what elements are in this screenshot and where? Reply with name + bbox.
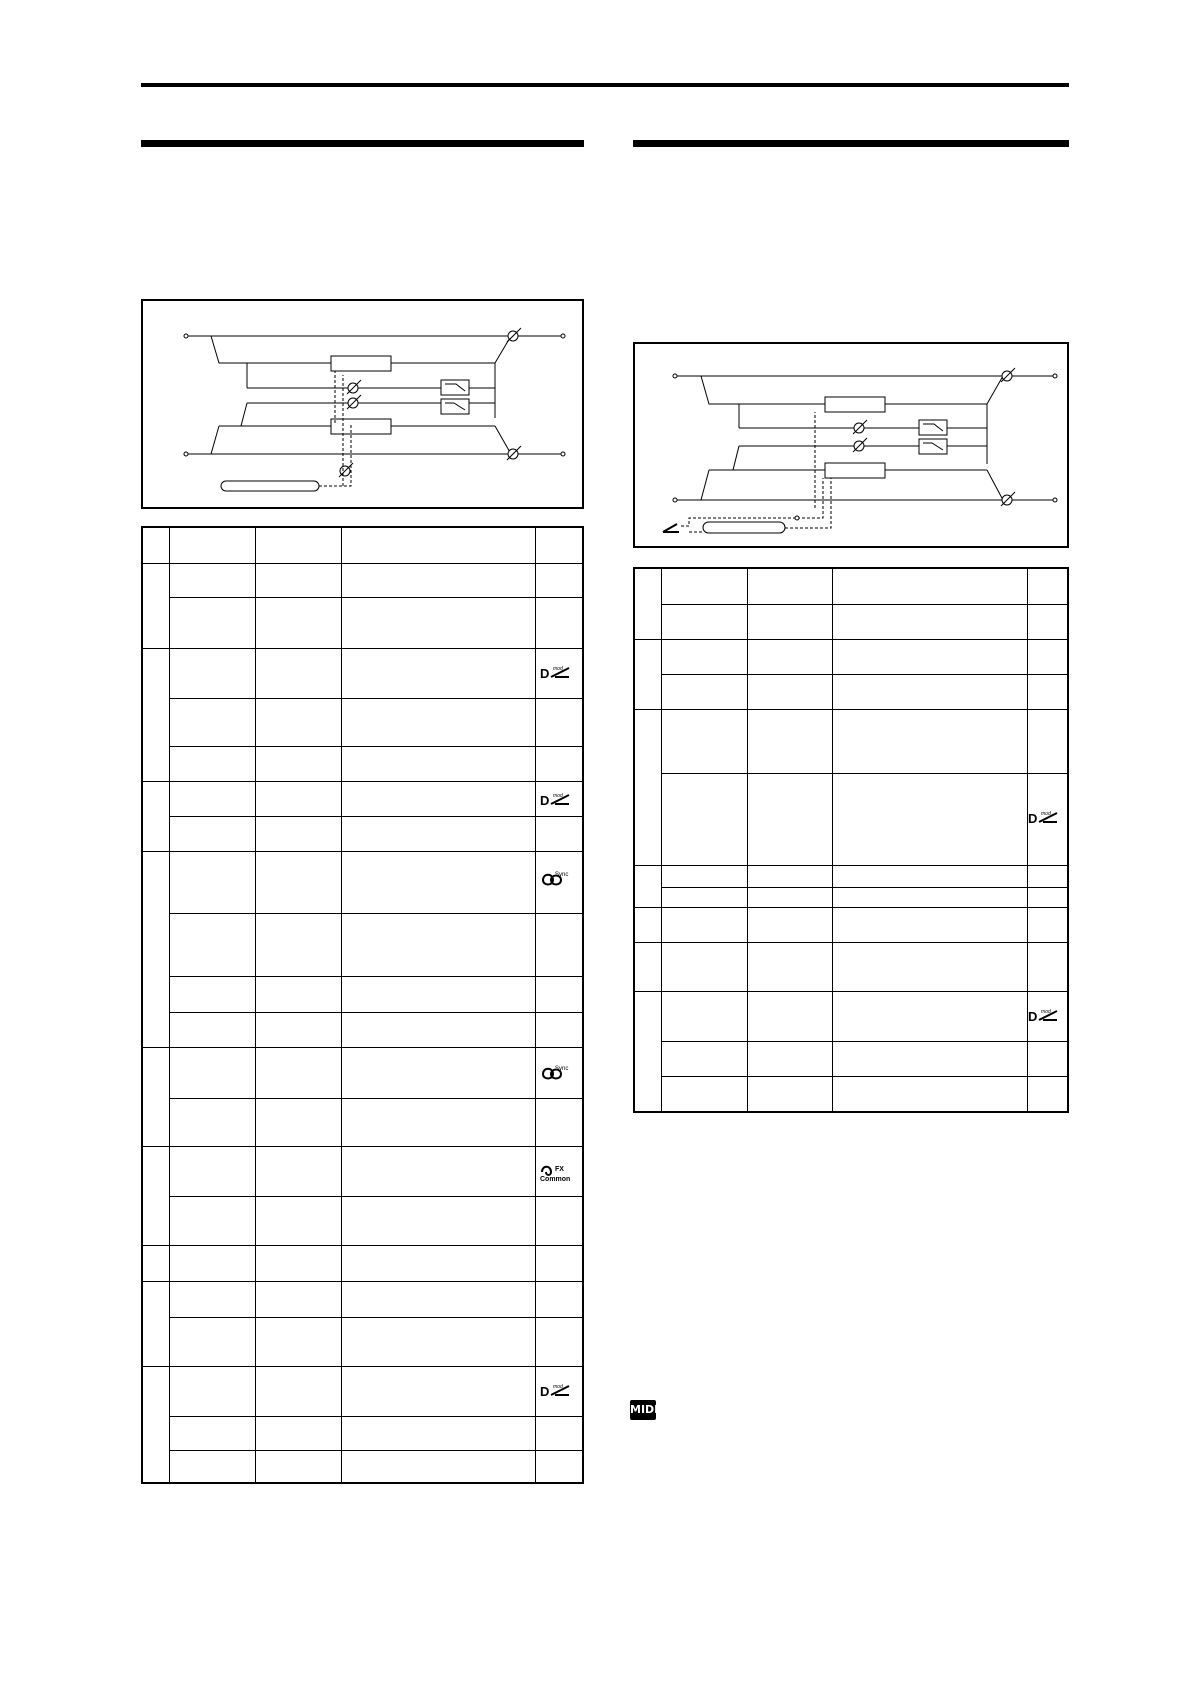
subrow-divider: [661, 674, 1067, 675]
tempo-sync-icon: [541, 870, 569, 888]
column-divider: [661, 569, 662, 1111]
subrow-divider: [169, 816, 582, 817]
subrow-divider: [661, 773, 1067, 774]
subrow-divider: [169, 698, 582, 699]
page-header-rule: [141, 83, 1069, 87]
svg-text:D: D: [540, 1384, 550, 1398]
svg-text:Sync: Sync: [555, 872, 569, 878]
column-divider: [169, 528, 170, 1482]
svg-text:D: D: [1028, 1009, 1038, 1023]
subrow-divider: [169, 1196, 582, 1197]
svg-text:Common: Common: [540, 1176, 571, 1182]
svg-text:mod: mod: [553, 793, 563, 799]
svg-text:D: D: [540, 793, 550, 807]
left-signal-flow-diagram: [141, 299, 584, 509]
subrow-divider: [169, 913, 582, 914]
column-divider: [832, 569, 833, 1111]
left-diagram-graphic: [143, 301, 586, 511]
dmod-icon: [1028, 809, 1060, 825]
row-divider: [143, 1281, 582, 1282]
subrow-divider: [169, 1317, 582, 1318]
subrow-divider: [169, 976, 582, 977]
svg-text:D: D: [1028, 811, 1038, 825]
row-divider: [635, 865, 1067, 866]
left-section-heading-rule: [141, 140, 584, 147]
dmod-icon-letter: D: [540, 666, 550, 680]
row-divider: [635, 991, 1067, 992]
column-divider: [1027, 569, 1028, 1111]
dmod-icon: [540, 791, 572, 807]
row-divider: [143, 851, 582, 852]
subrow-divider: [661, 604, 1067, 605]
svg-text:mod: mod: [553, 1384, 563, 1390]
row-divider: [635, 639, 1067, 640]
right-signal-flow-diagram: [633, 342, 1069, 548]
svg-text:Sync: Sync: [555, 1066, 569, 1072]
row-divider: [143, 1366, 582, 1367]
subrow-divider: [169, 1416, 582, 1417]
row-divider: [635, 709, 1067, 710]
column-divider: [535, 528, 536, 1482]
row-divider: [635, 942, 1067, 943]
common-fx-icon: [539, 1162, 571, 1182]
dmod-icon: [1028, 1007, 1060, 1023]
row-divider: [143, 1146, 582, 1147]
subrow-divider: [661, 1076, 1067, 1077]
subrow-divider: [661, 887, 1067, 888]
dmod-icon: [540, 664, 572, 680]
column-divider: [747, 569, 748, 1111]
left-parameter-table: [141, 526, 584, 1484]
row-divider: [143, 1047, 582, 1048]
column-divider: [255, 528, 256, 1482]
row-divider: [143, 648, 582, 649]
subrow-divider: [169, 597, 582, 598]
row-divider: [143, 1245, 582, 1246]
midi-icon: MIDI: [630, 1400, 656, 1420]
right-parameter-table: [633, 567, 1069, 1113]
row-divider: [635, 907, 1067, 908]
column-divider: [341, 528, 342, 1482]
row-divider: [143, 563, 582, 564]
row-divider: [143, 781, 582, 782]
subrow-divider: [169, 746, 582, 747]
svg-text:FX: FX: [555, 1166, 564, 1173]
subrow-divider: [169, 1450, 582, 1451]
tempo-sync-icon: [541, 1064, 569, 1082]
right-section-heading-rule: [633, 140, 1069, 147]
subrow-divider: [169, 1012, 582, 1013]
subrow-divider: [169, 1098, 582, 1099]
svg-text:mod: mod: [1041, 1009, 1051, 1015]
right-diagram-graphic: [635, 344, 1071, 550]
subrow-divider: [661, 1041, 1067, 1042]
dmod-icon: [540, 1382, 572, 1398]
dmod-icon-text: mod: [553, 666, 563, 672]
svg-text:mod: mod: [1041, 811, 1051, 817]
